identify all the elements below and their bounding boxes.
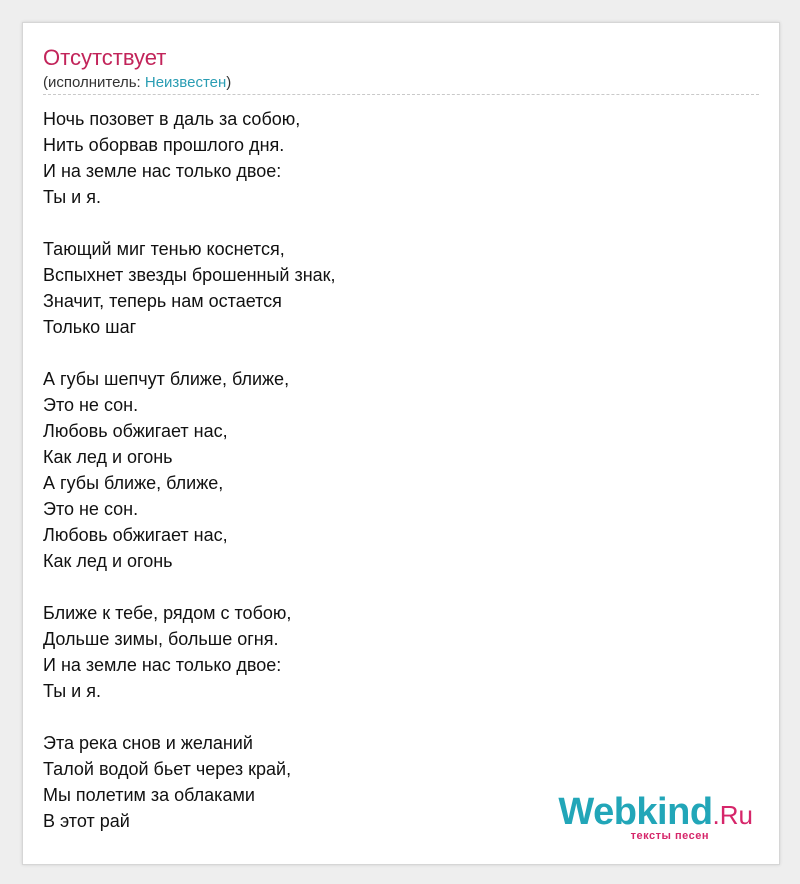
lyrics-line: Вспыхнет звезды брошенный знак,: [43, 265, 336, 285]
lyrics-line: Значит, теперь нам остается: [43, 291, 282, 311]
dashed-divider: [43, 94, 759, 95]
lyrics-text: [43, 106, 743, 834]
lyrics-line: Как лед и огонь: [43, 447, 173, 467]
lyrics-line: Ближе к тебе, рядом с тобою,: [43, 603, 292, 623]
lyrics-line: В этот рай: [43, 811, 130, 831]
webkind-logo[interactable]: [558, 793, 753, 842]
artist-prefix: (исполнитель:: [43, 74, 145, 91]
lyrics-line: Только шаг: [43, 317, 137, 337]
lyrics-stanza-break: [43, 704, 743, 730]
lyrics-line: Это не сон.: [43, 395, 139, 415]
logo-tld: .Ru: [712, 800, 753, 830]
lyrics-line: А губы шепчут ближе, ближе,: [43, 369, 290, 389]
lyrics-line: Тающий миг тенью коснется,: [43, 239, 285, 259]
lyrics-line: Как лед и огонь: [43, 551, 173, 571]
lyrics-line: Ночь позовет в даль за собою,: [43, 109, 301, 129]
lyrics-card: [22, 22, 780, 865]
lyrics-line: И на земле нас только двое:: [43, 655, 282, 675]
lyrics-line: А губы ближе, ближе,: [43, 473, 224, 493]
artist-suffix: ): [226, 74, 232, 91]
lyrics-line: Талой водой бьет через край,: [43, 759, 292, 779]
lyrics-stanza-break: [43, 210, 743, 236]
logo-brand: [558, 793, 753, 834]
lyrics-line: Ты и я.: [43, 187, 101, 207]
lyrics-stanza-break: [43, 574, 743, 600]
lyrics-stanza-break: [43, 340, 743, 366]
artist-link[interactable]: Неизвестен: [144, 74, 227, 91]
lyrics-line: Это не сон.: [43, 499, 139, 519]
lyrics-line: Нить оборвав прошлого дня.: [43, 135, 285, 155]
logo-tagline: тексты песен: [630, 830, 709, 842]
song-title: Отсутствует: [43, 45, 167, 70]
lyrics-line: Дольше зимы, больше огня.: [43, 629, 279, 649]
lyrics-line: Эта река снов и желаний: [43, 733, 253, 753]
lyrics-line: Любовь обжигает нас,: [43, 525, 228, 545]
artist-line: [43, 74, 231, 92]
lyrics-line: Ты и я.: [43, 681, 101, 701]
lyrics-line: Любовь обжигает нас,: [43, 421, 228, 441]
logo-brand-name: Webkind: [558, 791, 713, 833]
lyrics-line: Мы полетим за облаками: [43, 785, 255, 805]
lyrics-line: И на земле нас только двое:: [43, 161, 282, 181]
